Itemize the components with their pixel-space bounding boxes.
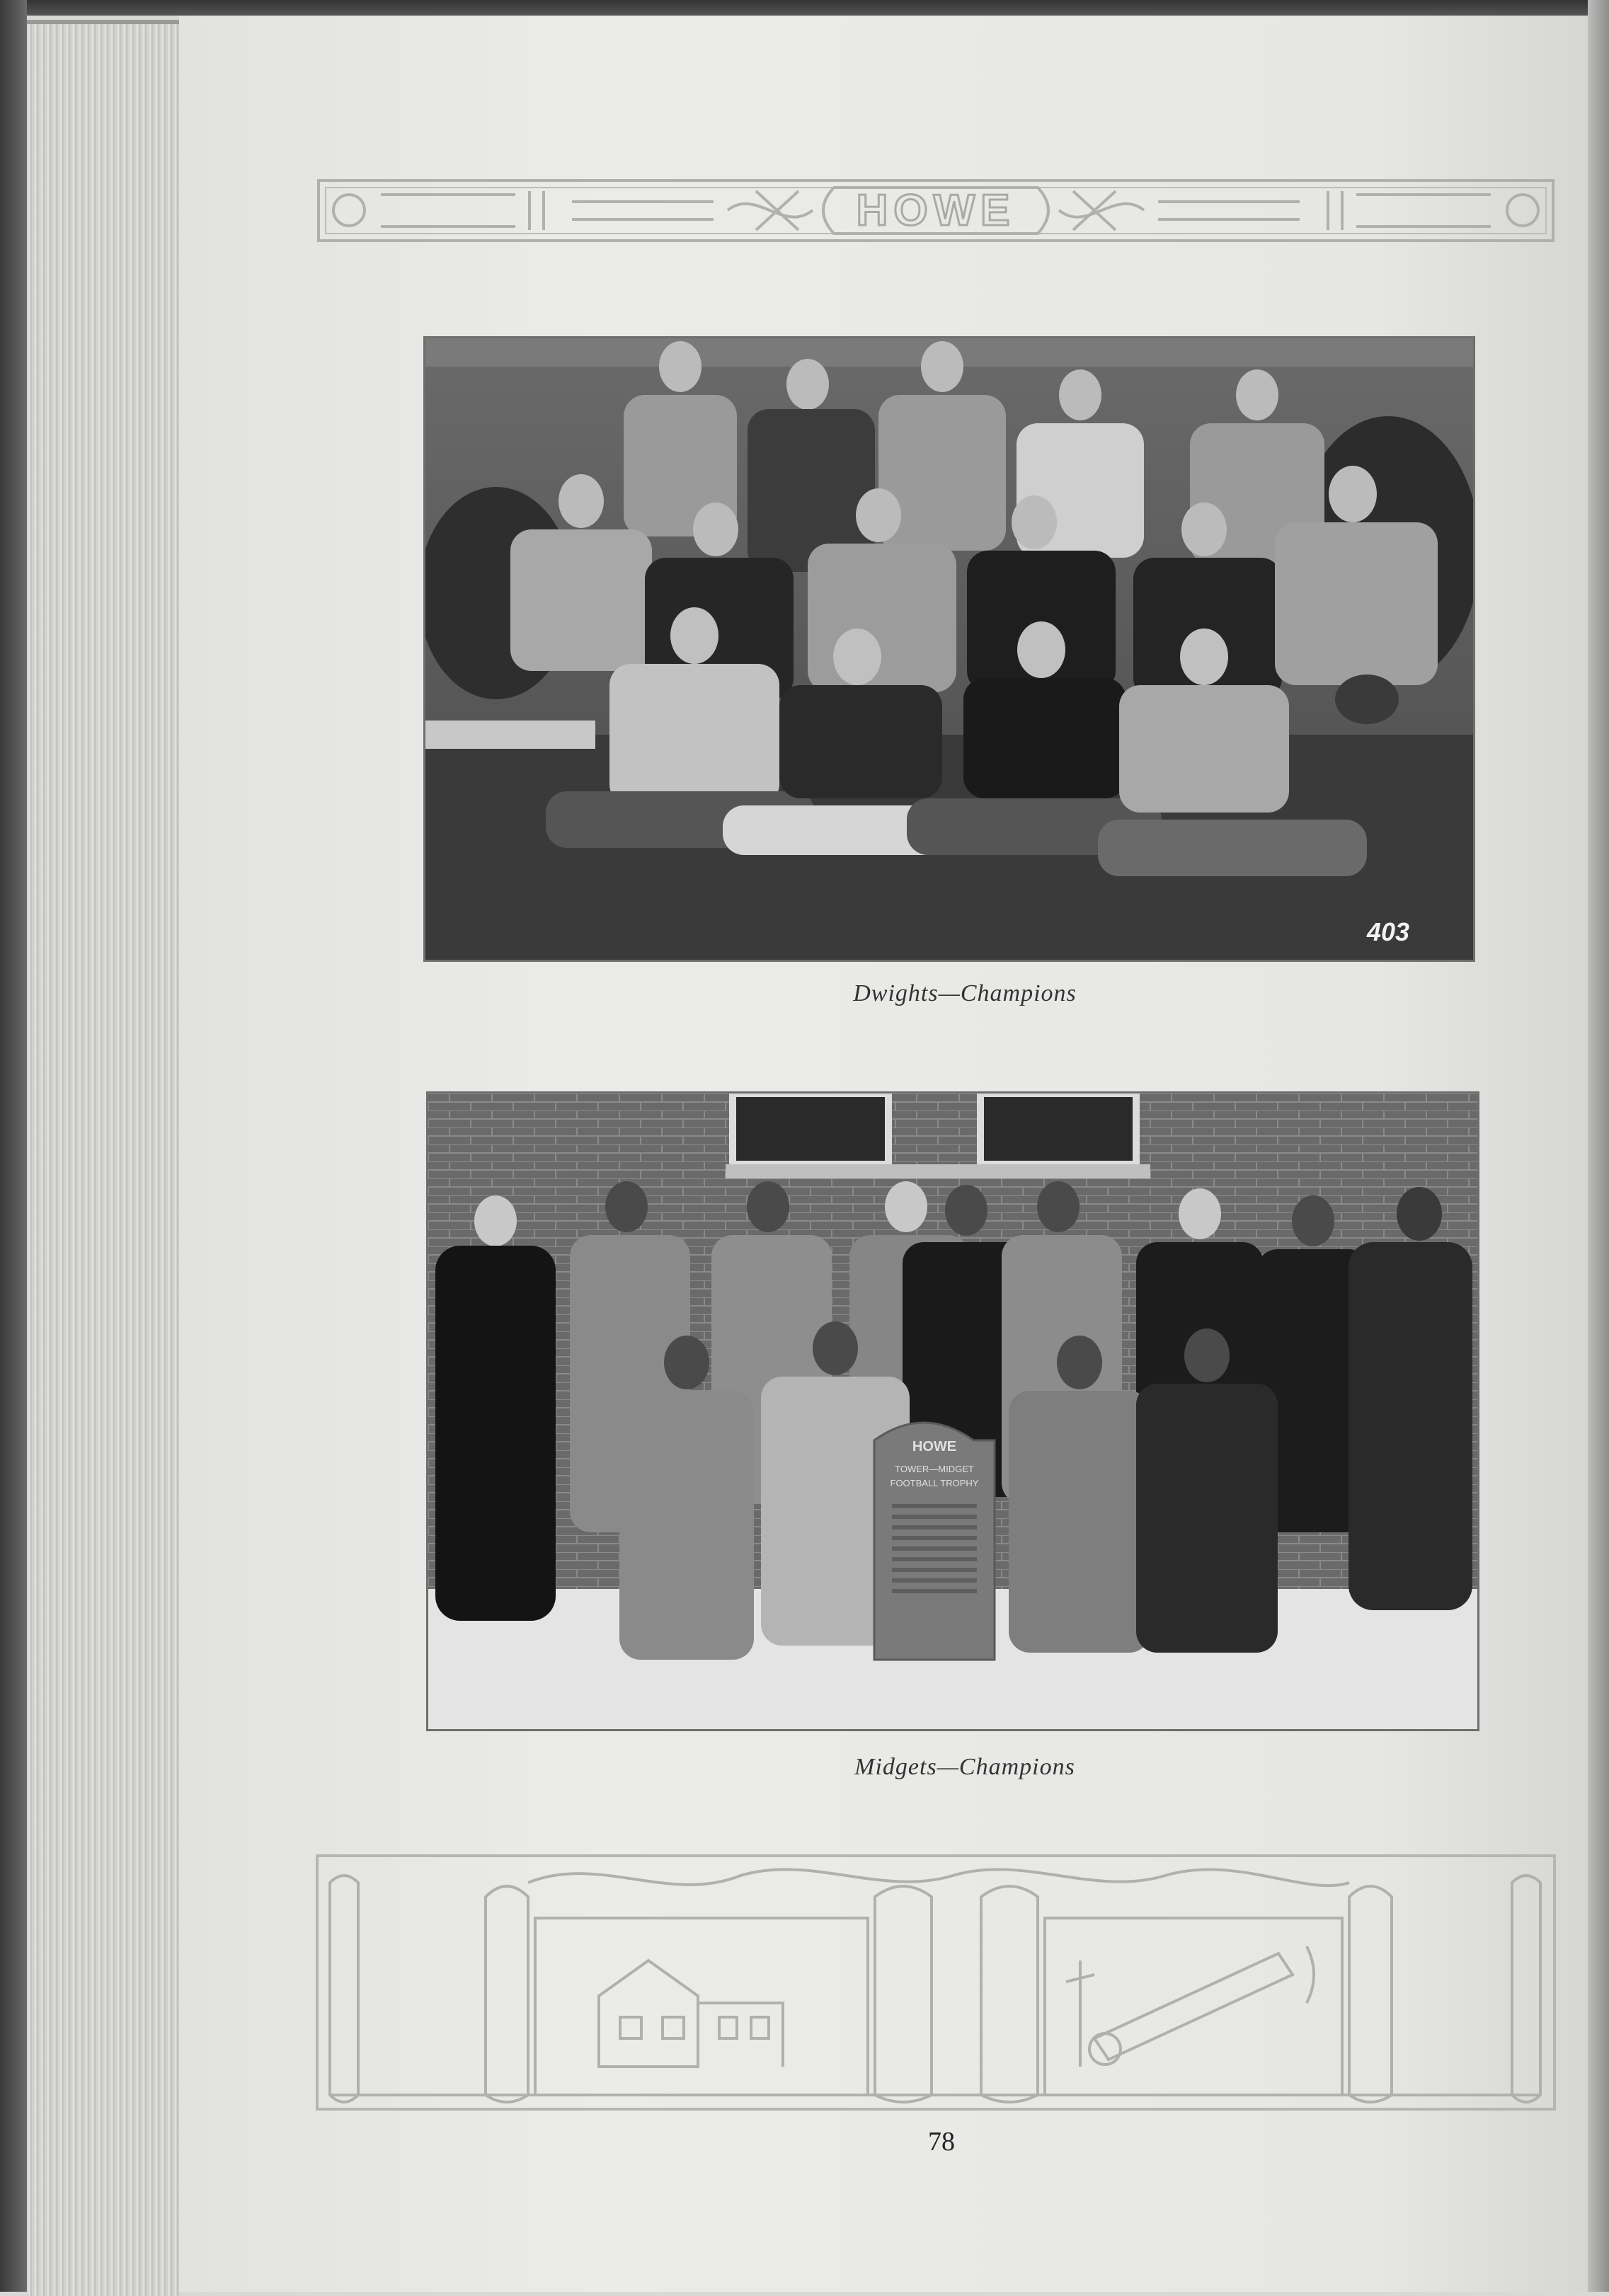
trophy-title: HOWE bbox=[912, 1439, 957, 1454]
page-number: 78 bbox=[928, 2127, 955, 2157]
trophy-line-2: TOWER—MIDGET bbox=[895, 1464, 974, 1474]
midgets-team-photo bbox=[426, 1091, 1479, 1731]
header-banner bbox=[317, 173, 1554, 248]
page-stack-edges bbox=[27, 20, 179, 2296]
photo-print-number: 403 bbox=[1366, 917, 1409, 946]
footer-ornament bbox=[316, 1854, 1556, 2111]
midgets-caption: Midgets—Champions bbox=[854, 1754, 1075, 1780]
footer-scroll-illustration bbox=[316, 1854, 1556, 2111]
header-word: HOWE bbox=[856, 186, 1016, 235]
dwights-caption: Dwights—Champions bbox=[853, 980, 1077, 1006]
trophy-line-3: FOOTBALL TROPHY bbox=[890, 1478, 979, 1488]
book-right-edge bbox=[1588, 0, 1609, 2292]
book-top-edge bbox=[0, 0, 1609, 16]
dwights-team-photo bbox=[423, 336, 1475, 962]
book-spine bbox=[0, 0, 27, 2292]
